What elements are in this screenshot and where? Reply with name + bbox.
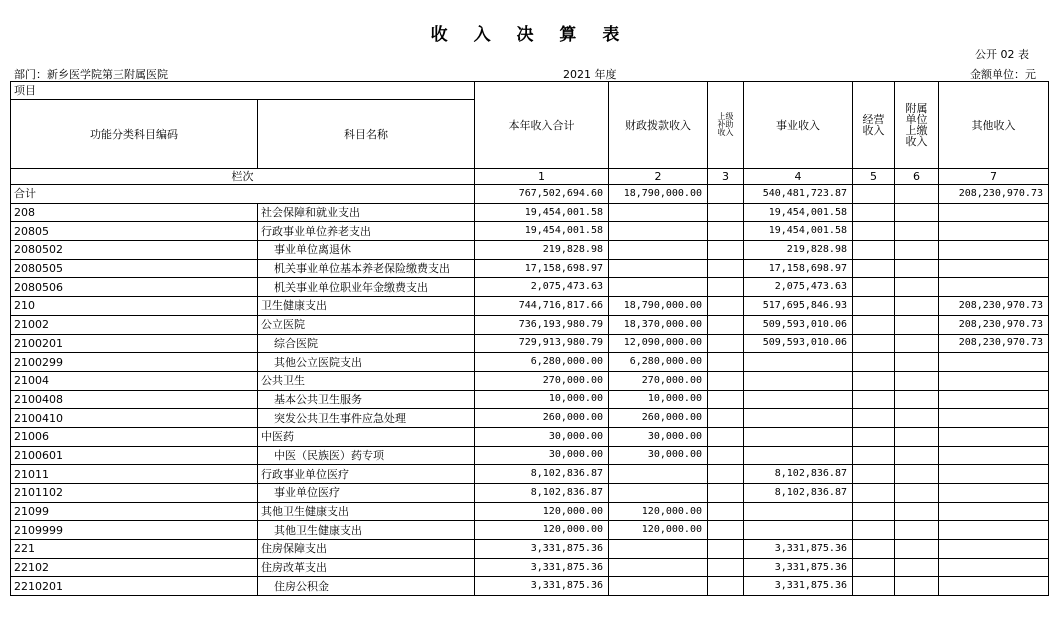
total-c1: 767,502,694.60 xyxy=(475,185,609,204)
cell-subject-name: 其他公立医院支出 xyxy=(258,353,475,372)
col-header-total: 本年收入合计 xyxy=(475,82,609,169)
cell-subject-name: 中医（民族医）药专项 xyxy=(258,446,475,465)
cell-superior xyxy=(708,222,744,241)
cell-business: 509,593,010.06 xyxy=(744,334,853,353)
cell-business xyxy=(744,521,853,540)
cell-other xyxy=(939,465,1049,484)
cell-other xyxy=(939,203,1049,222)
item-header: 项目 xyxy=(11,82,475,100)
cell-fiscal: 30,000.00 xyxy=(609,446,708,465)
col-header-other: 其他收入 xyxy=(939,82,1049,169)
column-index-3: 3 xyxy=(708,169,744,185)
cell-fiscal: 120,000.00 xyxy=(609,502,708,521)
cell-operating xyxy=(853,465,895,484)
form-number: 公开 02 表 xyxy=(975,48,1029,61)
cell-business xyxy=(744,502,853,521)
col-header-business: 事业收入 xyxy=(744,82,853,169)
cell-business: 3,331,875.36 xyxy=(744,577,853,596)
column-index-7: 7 xyxy=(939,169,1049,185)
col-header-superior xyxy=(708,82,744,169)
cell-total: 30,000.00 xyxy=(475,427,609,446)
cell-other xyxy=(939,278,1049,297)
cell-business: 19,454,001.58 xyxy=(744,222,853,241)
cell-subject-name: 其他卫生健康支出 xyxy=(258,521,475,540)
department-label: 部门：新乡医学院第三附属医院 xyxy=(14,68,168,81)
cell-fiscal xyxy=(609,203,708,222)
cell-code: 2210201 xyxy=(11,577,258,596)
cell-affiliated xyxy=(895,521,939,540)
cell-operating xyxy=(853,371,895,390)
cell-subject-name: 社会保障和就业支出 xyxy=(258,203,475,222)
cell-total: 120,000.00 xyxy=(475,502,609,521)
cell-business: 2,075,473.63 xyxy=(744,278,853,297)
cell-code: 22102 xyxy=(11,558,258,577)
cell-other xyxy=(939,427,1049,446)
column-index-5: 5 xyxy=(853,169,895,185)
cell-code: 2080506 xyxy=(11,278,258,297)
cell-fiscal: 18,790,000.00 xyxy=(609,297,708,316)
cell-affiliated xyxy=(895,540,939,559)
cell-fiscal xyxy=(609,465,708,484)
cell-code: 2100408 xyxy=(11,390,258,409)
cell-code: 2101102 xyxy=(11,484,258,503)
cell-operating xyxy=(853,353,895,372)
cell-code: 2100601 xyxy=(11,446,258,465)
cell-code: 20805 xyxy=(11,222,258,241)
page-title: 收 入 决 算 表 xyxy=(430,25,630,45)
cell-operating xyxy=(853,222,895,241)
cell-operating xyxy=(853,297,895,316)
table-row xyxy=(11,484,1049,503)
col-header-fiscal: 财政拨款收入 xyxy=(609,82,708,169)
cell-business: 517,695,846.93 xyxy=(744,297,853,316)
cell-affiliated xyxy=(895,484,939,503)
cell-operating xyxy=(853,427,895,446)
cell-code: 2100410 xyxy=(11,409,258,428)
col-header-func-code: 功能分类科目编码 xyxy=(11,100,258,169)
cell-business: 3,331,875.36 xyxy=(744,540,853,559)
col-header-superior-line3: 收入 xyxy=(717,128,734,137)
column-index-2: 2 xyxy=(609,169,708,185)
cell-affiliated xyxy=(895,465,939,484)
cell-business: 17,158,698.97 xyxy=(744,259,853,278)
cell-total: 8,102,836.87 xyxy=(475,465,609,484)
cell-subject-name: 公立医院 xyxy=(258,315,475,334)
cell-operating xyxy=(853,241,895,260)
cell-other xyxy=(939,353,1049,372)
cell-operating xyxy=(853,259,895,278)
cell-operating xyxy=(853,484,895,503)
income-settlement-table xyxy=(10,81,1049,596)
cell-subject-name: 住房改革支出 xyxy=(258,558,475,577)
cell-subject-name: 卫生健康支出 xyxy=(258,297,475,316)
cell-other xyxy=(939,241,1049,260)
amount-unit: 金额单位：元 xyxy=(970,68,1036,81)
table-row xyxy=(11,334,1049,353)
cell-subject-name: 公共卫生 xyxy=(258,371,475,390)
cell-code: 210 xyxy=(11,297,258,316)
cell-total: 260,000.00 xyxy=(475,409,609,428)
cell-superior xyxy=(708,409,744,428)
cell-other: 208,230,970.73 xyxy=(939,297,1049,316)
cell-affiliated xyxy=(895,297,939,316)
cell-affiliated xyxy=(895,409,939,428)
cell-business xyxy=(744,446,853,465)
cell-other xyxy=(939,390,1049,409)
cell-total: 744,716,817.66 xyxy=(475,297,609,316)
cell-fiscal xyxy=(609,558,708,577)
cell-other xyxy=(939,558,1049,577)
cell-fiscal xyxy=(609,259,708,278)
cell-business: 19,454,001.58 xyxy=(744,203,853,222)
cell-affiliated xyxy=(895,427,939,446)
cell-superior xyxy=(708,427,744,446)
cell-subject-name: 行政事业单位医疗 xyxy=(258,465,475,484)
col-header-operating-line2: 收入 xyxy=(862,124,885,137)
table-row xyxy=(11,241,1049,260)
cell-other xyxy=(939,371,1049,390)
cell-subject-name: 机关事业单位职业年金缴费支出 xyxy=(258,278,475,297)
cell-business: 3,331,875.36 xyxy=(744,558,853,577)
total-c2: 18,790,000.00 xyxy=(609,185,708,204)
cell-operating xyxy=(853,540,895,559)
cell-total: 2,075,473.63 xyxy=(475,278,609,297)
table-row xyxy=(11,259,1049,278)
cell-total: 8,102,836.87 xyxy=(475,484,609,503)
cell-fiscal: 120,000.00 xyxy=(609,521,708,540)
table-row xyxy=(11,540,1049,559)
cell-other xyxy=(939,222,1049,241)
cell-subject-name: 机关事业单位基本养老保险缴费支出 xyxy=(258,259,475,278)
cell-fiscal xyxy=(609,577,708,596)
cell-business xyxy=(744,353,853,372)
cell-fiscal xyxy=(609,222,708,241)
cell-subject-name: 基本公共卫生服务 xyxy=(258,390,475,409)
cell-code: 21006 xyxy=(11,427,258,446)
cell-other xyxy=(939,484,1049,503)
cell-code: 21099 xyxy=(11,502,258,521)
cell-total: 270,000.00 xyxy=(475,371,609,390)
cell-superior xyxy=(708,259,744,278)
cell-code: 2100201 xyxy=(11,334,258,353)
cell-affiliated xyxy=(895,371,939,390)
cell-fiscal xyxy=(609,540,708,559)
cell-subject-name: 其他卫生健康支出 xyxy=(258,502,475,521)
col-header-affiliated xyxy=(895,82,939,169)
cell-other xyxy=(939,259,1049,278)
total-row xyxy=(11,185,1049,204)
cell-superior xyxy=(708,502,744,521)
cell-subject-name: 行政事业单位养老支出 xyxy=(258,222,475,241)
cell-operating xyxy=(853,558,895,577)
cell-business xyxy=(744,409,853,428)
cell-affiliated xyxy=(895,278,939,297)
cell-code: 2080505 xyxy=(11,259,258,278)
cell-superior xyxy=(708,371,744,390)
cell-superior xyxy=(708,297,744,316)
cell-operating xyxy=(853,446,895,465)
cell-superior xyxy=(708,465,744,484)
table-row xyxy=(11,371,1049,390)
col-header-superior-line2: 补助 xyxy=(717,120,734,129)
column-index-6: 6 xyxy=(895,169,939,185)
cell-superior xyxy=(708,315,744,334)
cell-fiscal xyxy=(609,241,708,260)
cell-fiscal: 6,280,000.00 xyxy=(609,353,708,372)
cell-total: 3,331,875.36 xyxy=(475,558,609,577)
cell-fiscal xyxy=(609,484,708,503)
table-row xyxy=(11,278,1049,297)
col-header-superior-line1: 上级 xyxy=(717,112,734,121)
cell-code: 208 xyxy=(11,203,258,222)
col-header-operating xyxy=(853,82,895,169)
cell-total: 3,331,875.36 xyxy=(475,540,609,559)
col-header-operating-line1: 经营 xyxy=(862,113,885,126)
cell-code: 2100299 xyxy=(11,353,258,372)
cell-total: 729,913,980.79 xyxy=(475,334,609,353)
cell-superior xyxy=(708,577,744,596)
cell-fiscal: 270,000.00 xyxy=(609,371,708,390)
table-row xyxy=(11,203,1049,222)
cell-total: 19,454,001.58 xyxy=(475,203,609,222)
cell-total: 736,193,980.79 xyxy=(475,315,609,334)
cell-affiliated xyxy=(895,446,939,465)
cell-total: 120,000.00 xyxy=(475,521,609,540)
cell-business: 8,102,836.87 xyxy=(744,484,853,503)
cell-code: 2080502 xyxy=(11,241,258,260)
total-c5 xyxy=(853,185,895,204)
table-row xyxy=(11,390,1049,409)
cell-superior xyxy=(708,521,744,540)
cell-superior xyxy=(708,558,744,577)
cell-affiliated xyxy=(895,259,939,278)
cell-business xyxy=(744,427,853,446)
cell-total: 6,280,000.00 xyxy=(475,353,609,372)
cell-code: 221 xyxy=(11,540,258,559)
cell-operating xyxy=(853,521,895,540)
cell-superior xyxy=(708,446,744,465)
cell-subject-name: 突发公共卫生事件应急处理 xyxy=(258,409,475,428)
cell-affiliated xyxy=(895,222,939,241)
fiscal-year: 2021 年度 xyxy=(563,68,617,81)
table-row xyxy=(11,297,1049,316)
cell-superior xyxy=(708,540,744,559)
cell-subject-name: 住房公积金 xyxy=(258,577,475,596)
table-row xyxy=(11,558,1049,577)
table-row xyxy=(11,222,1049,241)
column-index-4: 4 xyxy=(744,169,853,185)
table-row xyxy=(11,577,1049,596)
cell-business xyxy=(744,371,853,390)
col-header-affiliated-line3: 上缴 xyxy=(905,124,928,137)
cell-other: 208,230,970.73 xyxy=(939,315,1049,334)
cell-subject-name: 事业单位离退休 xyxy=(258,241,475,260)
cell-superior xyxy=(708,278,744,297)
column-index-1: 1 xyxy=(475,169,609,185)
cell-subject-name: 综合医院 xyxy=(258,334,475,353)
cell-total: 219,828.98 xyxy=(475,241,609,260)
cell-other xyxy=(939,502,1049,521)
cell-operating xyxy=(853,577,895,596)
column-index-label: 栏次 xyxy=(11,169,475,185)
cell-code: 21011 xyxy=(11,465,258,484)
total-c4: 540,481,723.87 xyxy=(744,185,853,204)
table-row xyxy=(11,409,1049,428)
table-row xyxy=(11,315,1049,334)
cell-business: 219,828.98 xyxy=(744,241,853,260)
cell-operating xyxy=(853,334,895,353)
cell-superior xyxy=(708,353,744,372)
col-header-affiliated-line4: 收入 xyxy=(905,135,928,148)
cell-fiscal: 10,000.00 xyxy=(609,390,708,409)
cell-operating xyxy=(853,409,895,428)
total-label: 合计 xyxy=(11,185,475,204)
cell-affiliated xyxy=(895,558,939,577)
total-c6 xyxy=(895,185,939,204)
cell-operating xyxy=(853,502,895,521)
cell-total: 10,000.00 xyxy=(475,390,609,409)
total-c7: 208,230,970.73 xyxy=(939,185,1049,204)
cell-operating xyxy=(853,203,895,222)
cell-code: 21004 xyxy=(11,371,258,390)
total-c3 xyxy=(708,185,744,204)
cell-other xyxy=(939,521,1049,540)
cell-other xyxy=(939,540,1049,559)
column-index-row xyxy=(11,169,1049,185)
table-row xyxy=(11,465,1049,484)
table-row xyxy=(11,427,1049,446)
cell-operating xyxy=(853,315,895,334)
cell-subject-name: 事业单位医疗 xyxy=(258,484,475,503)
cell-other xyxy=(939,409,1049,428)
cell-total: 3,331,875.36 xyxy=(475,577,609,596)
cell-subject-name: 住房保障支出 xyxy=(258,540,475,559)
cell-other xyxy=(939,577,1049,596)
cell-other: 208,230,970.73 xyxy=(939,334,1049,353)
cell-total: 30,000.00 xyxy=(475,446,609,465)
cell-superior xyxy=(708,241,744,260)
cell-superior xyxy=(708,334,744,353)
cell-affiliated xyxy=(895,334,939,353)
cell-fiscal: 30,000.00 xyxy=(609,427,708,446)
cell-business: 509,593,010.06 xyxy=(744,315,853,334)
cell-business: 8,102,836.87 xyxy=(744,465,853,484)
cell-affiliated xyxy=(895,502,939,521)
table-row xyxy=(11,446,1049,465)
cell-code: 2109999 xyxy=(11,521,258,540)
col-header-subject-name: 科目名称 xyxy=(258,100,475,169)
cell-business xyxy=(744,390,853,409)
cell-fiscal: 12,090,000.00 xyxy=(609,334,708,353)
cell-total: 17,158,698.97 xyxy=(475,259,609,278)
cell-total: 19,454,001.58 xyxy=(475,222,609,241)
table-row xyxy=(11,521,1049,540)
cell-affiliated xyxy=(895,203,939,222)
cell-code: 21002 xyxy=(11,315,258,334)
cell-affiliated xyxy=(895,353,939,372)
cell-fiscal xyxy=(609,278,708,297)
cell-affiliated xyxy=(895,390,939,409)
cell-operating xyxy=(853,278,895,297)
cell-other xyxy=(939,446,1049,465)
table-row xyxy=(11,353,1049,372)
col-header-affiliated-line2: 单位 xyxy=(905,113,928,126)
cell-affiliated xyxy=(895,315,939,334)
cell-affiliated xyxy=(895,241,939,260)
col-header-affiliated-line1: 附属 xyxy=(905,102,928,115)
cell-fiscal: 18,370,000.00 xyxy=(609,315,708,334)
cell-superior xyxy=(708,484,744,503)
cell-subject-name: 中医药 xyxy=(258,427,475,446)
table-row xyxy=(11,502,1049,521)
cell-operating xyxy=(853,390,895,409)
cell-superior xyxy=(708,203,744,222)
cell-fiscal: 260,000.00 xyxy=(609,409,708,428)
cell-affiliated xyxy=(895,577,939,596)
cell-superior xyxy=(708,390,744,409)
